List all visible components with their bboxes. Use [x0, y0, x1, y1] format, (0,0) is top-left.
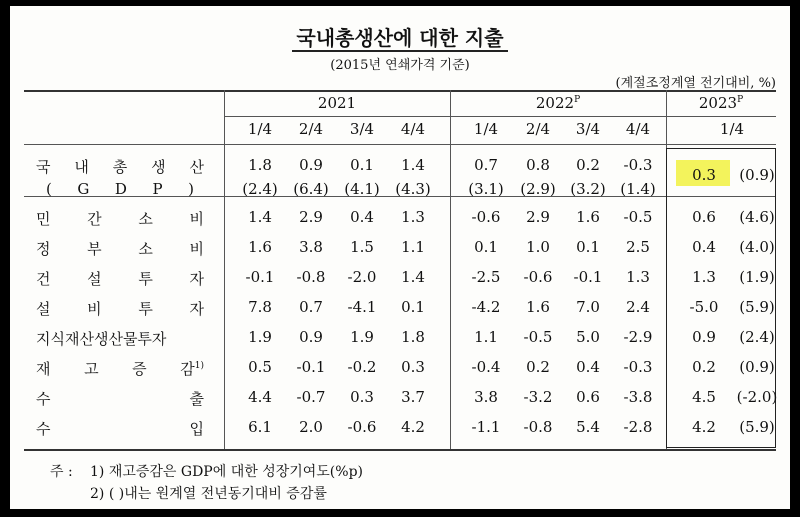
table-cell: 0.1: [350, 156, 374, 174]
row-label: 재 고 증 감$^{1)}$: [36, 360, 204, 378]
quarter-header: 3/4: [349, 120, 375, 138]
table-cell: -0.7: [296, 388, 326, 406]
table-cell: (1.4): [620, 180, 656, 198]
table-cell: 1.6: [576, 208, 600, 226]
table-cell: 2.0: [299, 418, 323, 436]
table-cell: 1.0: [526, 238, 550, 256]
note-1: 1) 재고증감은 GDP에 대한 성장기여도(%p): [90, 464, 363, 480]
table-cell-yoy: (0.9): [739, 358, 775, 376]
col-sep-2022: [450, 90, 451, 449]
page-subtitle: (2015년 연쇄가격 기준): [330, 58, 470, 73]
table-cell: -0.1: [296, 358, 326, 376]
table-cell-yoy: (0.9): [739, 166, 775, 184]
table-cell: (4.1): [344, 180, 380, 198]
table-cell: 0.2: [526, 358, 550, 376]
table-cell: 1.4: [248, 208, 272, 226]
table-cell: 0.2: [692, 358, 716, 376]
table-cell: -1.1: [471, 418, 501, 436]
table-cell: 1.6: [248, 238, 272, 256]
table-cell: 0.5: [248, 358, 272, 376]
quarter-header: 1/4: [473, 120, 499, 138]
table-cell: 2.9: [526, 208, 550, 226]
table-cell: -0.5: [523, 328, 553, 346]
table-cell-yoy: (1.9): [739, 268, 775, 286]
table-cell: 0.2: [576, 156, 600, 174]
table-cell: 1.3: [401, 208, 425, 226]
table-cell: 1.4: [401, 268, 425, 286]
table-cell: -0.1: [573, 268, 603, 286]
row-label: ( G D P ): [46, 180, 194, 198]
table-cell: -0.6: [347, 418, 377, 436]
table-cell: 0.9: [299, 156, 323, 174]
table-cell: (4.3): [395, 180, 431, 198]
table-cell: 1.9: [350, 328, 374, 346]
table-cell: 6.1: [248, 418, 272, 436]
table-cell: (6.4): [293, 180, 329, 198]
table-cell: -0.6: [471, 208, 501, 226]
table-cell: -0.5: [623, 208, 653, 226]
table-cell: 0.1: [576, 238, 600, 256]
table-cell: -0.3: [623, 156, 653, 174]
table-cell-yoy: (4.0): [739, 238, 775, 256]
row-label: 정 부 소 비: [36, 240, 204, 258]
table-cell: 0.1: [474, 238, 498, 256]
table-cell: 2.5: [626, 238, 650, 256]
title-underline: [292, 50, 508, 52]
year-2022: $2022^P$: [535, 94, 581, 112]
table-cell: 0.7: [474, 156, 498, 174]
table-cell: -0.4: [471, 358, 501, 376]
table-cell: 0.4: [350, 208, 374, 226]
table-cell: 0.9: [299, 328, 323, 346]
table-cell: 1.5: [350, 238, 374, 256]
unit-note: (계절조정계열 전기대비, %): [615, 76, 776, 91]
table-cell: 0.3: [350, 388, 374, 406]
table-cell: (3.1): [468, 180, 504, 198]
table-cell-yoy: (2.4): [739, 328, 775, 346]
table-cell: 1.8: [248, 156, 272, 174]
table-cell: (3.2): [570, 180, 606, 198]
table-cell: -3.8: [623, 388, 653, 406]
quarter-header: 3/4: [575, 120, 601, 138]
row-label: 지식재산생산물투자: [36, 330, 167, 348]
rule-year: [224, 116, 776, 117]
table-cell: 0.6: [692, 208, 716, 226]
table-cell: -0.3: [623, 358, 653, 376]
table-cell: 1.8: [401, 328, 425, 346]
table-cell: 3.8: [299, 238, 323, 256]
quarter-header: 1/4: [719, 120, 745, 138]
row-label: 수 출: [36, 390, 204, 408]
table-cell: (2.4): [242, 180, 278, 198]
rule-header: [24, 144, 776, 145]
table-cell: 4.5: [692, 388, 716, 406]
row-label: 수 입: [36, 420, 204, 438]
table-cell: 0.8: [526, 156, 550, 174]
table-cell: -0.1: [245, 268, 275, 286]
table-cell: 1.3: [692, 268, 716, 286]
row-label: 민 간 소 비: [36, 210, 204, 228]
table-cell: 0.4: [576, 358, 600, 376]
table-cell: 1.1: [401, 238, 425, 256]
table-cell: -0.8: [296, 268, 326, 286]
table-cell: 0.3: [401, 358, 425, 376]
table-cell: -0.6: [523, 268, 553, 286]
table-cell: 1.1: [474, 328, 498, 346]
table-cell: 3.8: [474, 388, 498, 406]
table-cell: 0.9: [692, 328, 716, 346]
table-cell: 5.4: [576, 418, 600, 436]
table-cell: 4.2: [692, 418, 716, 436]
table-cell: -4.2: [471, 298, 501, 316]
table-cell: 0.1: [401, 298, 425, 316]
table-cell: 4.4: [248, 388, 272, 406]
quarter-header: 2/4: [298, 120, 324, 138]
table-cell: 3.7: [401, 388, 425, 406]
table-cell: -3.2: [523, 388, 553, 406]
table-cell: 1.9: [248, 328, 272, 346]
table-cell: -2.8: [623, 418, 653, 436]
row-label: 국 내 총 생 산: [36, 158, 204, 176]
rule-bottom: [24, 449, 776, 451]
table-cell: 0.4: [692, 238, 716, 256]
table-cell: 0.3: [692, 166, 716, 184]
row-label: 건 설 투 자: [36, 270, 204, 288]
table-cell: 0.7: [299, 298, 323, 316]
year-2023: $2023^P$: [698, 94, 744, 112]
table-cell: -2.0: [347, 268, 377, 286]
table-cell-yoy: (-2.0): [736, 388, 778, 406]
year-2021: 2021: [317, 94, 357, 112]
table-cell: 0.6: [576, 388, 600, 406]
table-cell: 1.3: [626, 268, 650, 286]
table-cell-yoy: (4.6): [739, 208, 775, 226]
table-cell: 7.0: [576, 298, 600, 316]
table-cell: 1.4: [401, 156, 425, 174]
quarter-header: 1/4: [247, 120, 273, 138]
quarter-header: 4/4: [400, 120, 426, 138]
table-cell: -0.8: [523, 418, 553, 436]
table-cell: 7.8: [248, 298, 272, 316]
table-cell: 2.9: [299, 208, 323, 226]
notes-prefix: 주 :: [50, 464, 73, 480]
table-cell: 5.0: [576, 328, 600, 346]
document-sheet: [10, 6, 790, 509]
note-2: 2) ( )내는 원계열 전년동기대비 증감률: [90, 486, 327, 502]
table-cell: 1.6: [526, 298, 550, 316]
table-cell: -5.0: [689, 298, 719, 316]
table-cell: 4.2: [401, 418, 425, 436]
table-cell: 2.4: [626, 298, 650, 316]
table-cell: -2.5: [471, 268, 501, 286]
table-cell: -2.9: [623, 328, 653, 346]
row-label: 설 비 투 자: [36, 300, 204, 318]
quarter-header: 2/4: [525, 120, 551, 138]
col-sep-2021: [224, 90, 225, 449]
table-cell: -0.2: [347, 358, 377, 376]
table-cell-yoy: (5.9): [739, 418, 775, 436]
rule-top: [24, 90, 776, 92]
table-cell-yoy: (5.9): [739, 298, 775, 316]
page-title: 국내총생산에 대한 지출: [296, 26, 504, 50]
table-cell: -4.1: [347, 298, 377, 316]
table-cell: (2.9): [520, 180, 556, 198]
quarter-header: 4/4: [625, 120, 651, 138]
